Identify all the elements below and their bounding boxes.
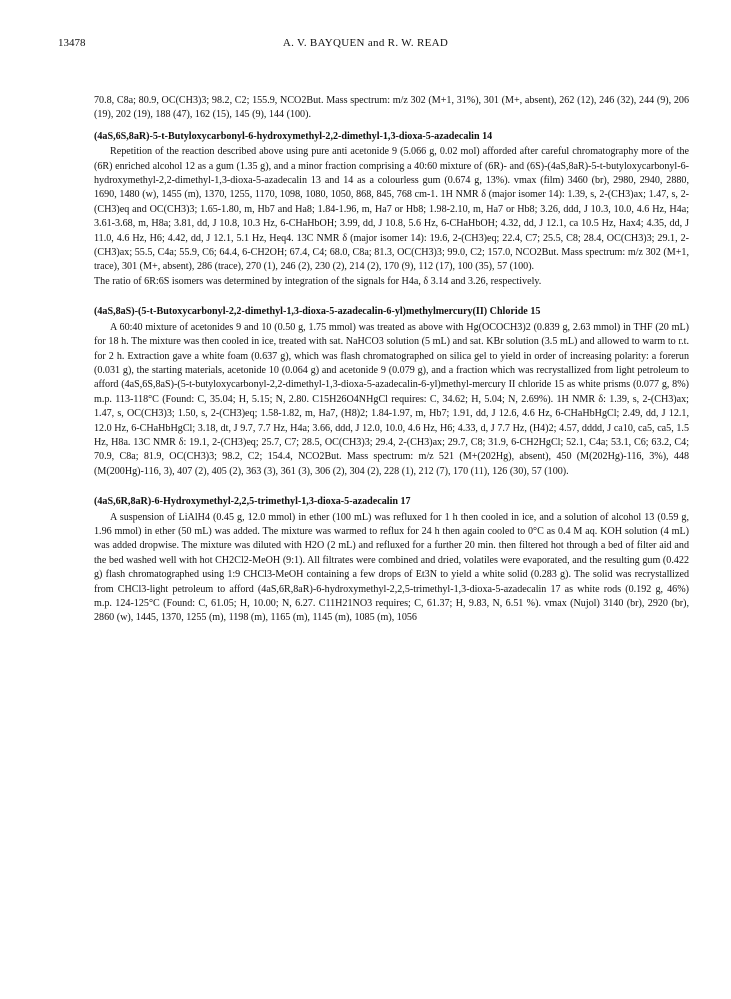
paragraph-compound-15: A 60:40 mixture of acetonides 9 and 10 (0.50 g, 1.75 mmol) was treated as above with Hg(OCOCH3)2 (0.839 g, 2.63 mmol) in THF (20 mL) for 18 h. The mixture was then cooled in ice, treated with sat. NaHCO3 solution (5 mL) and sat. KBr solution (3.5 mL) and allowed to warm to r.t. for 2 h. Extraction gave a white foam (0.637 g), which was flash chromatographed on silica gel to yield in order of increasing polarity: a forerun (0.031 g), the starting materials, acetonide 10 (0.064 g) and acetonide 9 (0.079 g), and a fraction which was recrystallized from light petroleum to afford (4aS,6S,8aS)-(5-t-butyloxycarbonyl-2,2-dimethyl-1,3-dioxa-5-azadecalin-6-yl)methyl-mercury II chloride 15 as white prisms (0.077 g, 8%) m.p. 113-118°C (Found: C, 35.04; H, 5.15; N, 2.80. C15H26O4NHgCl requires: C, 34.62; H, 5.04; N, 2.69%). 1H NMR δ: 1.39, s, 2-(CH3)ax; 1.47, s, OC(CH3)3; 1.50, s, 2-(CH3)eq; 1.58-1.82, m, Ha7, (H8)2; 1.84-1.97, m, Hb7; 1.91, dd, J 12.6, 4.6 Hz, 6-CHaHbHgCl; 2.49, dd, J 12.1, 12.0 Hz, 6-CHaHbHgCl; 3.18, dt, J 9.7, 7.7 Hz, H4a; 3.66, ddd, J 12.0, 10.0, 4.6 Hz, H6; 4.33, d, J 7.7 Hz, (H4)2; 4.57, dddd, J ca10, ca5, ca5, 1.5 Hz, H8a. 13C NMR δ: 19.1, 2-(CH3)eq; 25.7, C7; 28.5, OC(CH3)3; 29.4, 2-(CH3)ax; 29.7, C8; 31.9, 6-CH2HgCl; 52.1, C4a; 53.1, C6; 63.2, C4; 70.9, C8a; 81.9, OC(CH3)3; 98.2, C2; 154.4, NCO2But. Mass spectrum: m/z 521 (M+(202Hg), absent), 450 (M(202Hg)-116, 3%), 448 (M(200Hg)-116, 3), 407 (2), 405 (2), 363 (3), 361 (3), 306 (2), 304 (2), 228 (1), 212 (7), 170 (11), 126 (30), 57 (100). — [94, 321, 689, 477]
section-heading-compound-15: (4aS,8aS)-(5-t-Butoxycarbonyl-2,2-dimethyl-1,3-dioxa-5-azadecalin-6-yl)methylmercury(II) Chloride 15 — [94, 306, 541, 318]
paragraph-isomer-ratio: The ratio of 6R:6S isomers was determined by integration of the signals for H4a, δ 3.14 and 3.26, respectively. — [94, 275, 542, 287]
section-heading-compound-14: (4aS,6S,8aR)-5-t-Butyloxycarbonyl-6-hydroxymethyl-2,2-dimethyl-1,3-dioxa-5-azadecalin 14 — [94, 130, 493, 142]
article-body — [94, 94, 689, 626]
paragraph-compound-17: A suspension of LiAlH4 (0.45 g, 12.0 mmol) in ether (100 mL) was refluxed for 1 h then cooled in ice, and a solution of alcohol 13 (0.59 g, 1.96 mmol) in ether (50 mL) was added. The mixture was warmed to reflux for 24 h then again cooled to 0°C as 0.4 M aq. KOH solution (4 mL) was added dropwise. The mixture was diluted with H2O (2 mL) and refluxed for a further 20 min. then filtered hot through a bed of filter aid and the bed washed well with hot CH2Cl2-MeOH (9:1). All filtrates were combined and dried, volatiles were evaporated, and the resulting gum (0.422 g) flash chromatographed using 1:9 CHCl3-MeOH containing a few drops of Et3N to yield a white solid (0.283 g). The solid was recrystallized from CHCl3-light petroleum to afford (4aS,6R,8aR)-6-hydroxymethyl-2,2,5-trimethyl-1,3-dioxa-5-azadecalin 17 as white rods (0.192 g, 46%) m.p. 124-125°C (Found: C, 61.05; H, 10.00; N, 6.27. C11H21NO3 requires; C, 61.37; H, 9.83, N, 6.51 %). vmax (Nujol) 3140 (br), 2920 (br), 2860 (w), 1445, 1370, 1255 (m), 1198 (m), 1165 (m), 1145 (m), 1085 (m), 1056 — [94, 511, 689, 624]
page-number: 13478 — [58, 37, 86, 49]
running-head-authors: A. V. BAYQUEN and R. W. READ — [282, 37, 449, 49]
paragraph-compound-14: Repetition of the reaction described above using pure anti acetonide 9 (5.066 g, 0.02 mol) afforded after careful chromatography more of the (6R) enriched alcohol 12 as a gum (1.35 g), and a minor fraction comprising a 40:60 mixture of (6R)- and (6S)-(4aS,8aR)-5-t-butyloxycarbonyl-6-hydroxymethyl-2,2-dimethyl-1,3-dioxa-5-azadecalin 13 and 14 as a colourless gum (0.674 g, 13%). vmax (film) 3460 (br), 2980, 2940, 2880, 1690, 1480 (w), 1455 (m), 1370, 1255, 1170, 1098, 1080, 1050, 868, 845, 768 cm-1. 1H NMR δ (major isomer 14): 1.39, s, 2-(CH3)ax; 1.47, s, 2-(CH3)eq and OC(CH3)3; 1.65-1.80, m, Hb7 and Ha8; 1.84-1.96, m, Ha7 or Hb8; 1.98-2.10, m, Ha7 or Hb8; 3.26, ddd, J 10.3, 10.0, 4.6 Hz, H4a; 3.61-3.68, m, H8a; 3.81, dd, J 10.8, 10.3 Hz, 6-CHaHbOH; 3.99, dd, J 10.8, 5.6 Hz, 6-CHaHbOH; 4.32, dd, J 12.1, ca 10.5 Hz, Hax4; 4.35, dd, J 11.0, 4.6 Hz, H6; 4.42, dd, J 12.1, 5.1 Hz, Heq4. 13C NMR δ (major isomer 14): 19.6, 2-(CH3)eq; 22.4, C7; 25.5, C8; 28.4, OC(CH3)3; 29.1, 2-(CH3)ax; 55.5, C4a; 55.9, C6; 64.4, 6-CH2OH; 67.4, C4; 68.0, C8a; 81.3, OC(CH3)3; 99.0, C2; 157.0, NCO2But. Mass spectrum: m/z 302 (M+1, trace), 301 (M+, absent), 286 (trace), 270 (1), 246 (2), 230 (2), 214 (2), 170 (9), 112 (17), 100 (35), 57 (100). — [94, 146, 689, 273]
running-head — [58, 37, 673, 53]
section-heading-compound-17: (4aS,6R,8aR)-6-Hydroxymethyl-2,2,5-trimethyl-1,3-dioxa-5-azadecalin 17 — [94, 496, 411, 508]
paragraph-nmr-continuation: 70.8, C8a; 80.9, OC(CH3)3; 98.2, C2; 155.9, NCO2But. Mass spectrum: m/z 302 (M+1, 31%), 301 (M+, absent), 262 (12), 246 (32), 244 (9), 206 (19), 202 (19), 188 (47), 162 (15), 145 (9), 144 (100). — [94, 95, 689, 121]
